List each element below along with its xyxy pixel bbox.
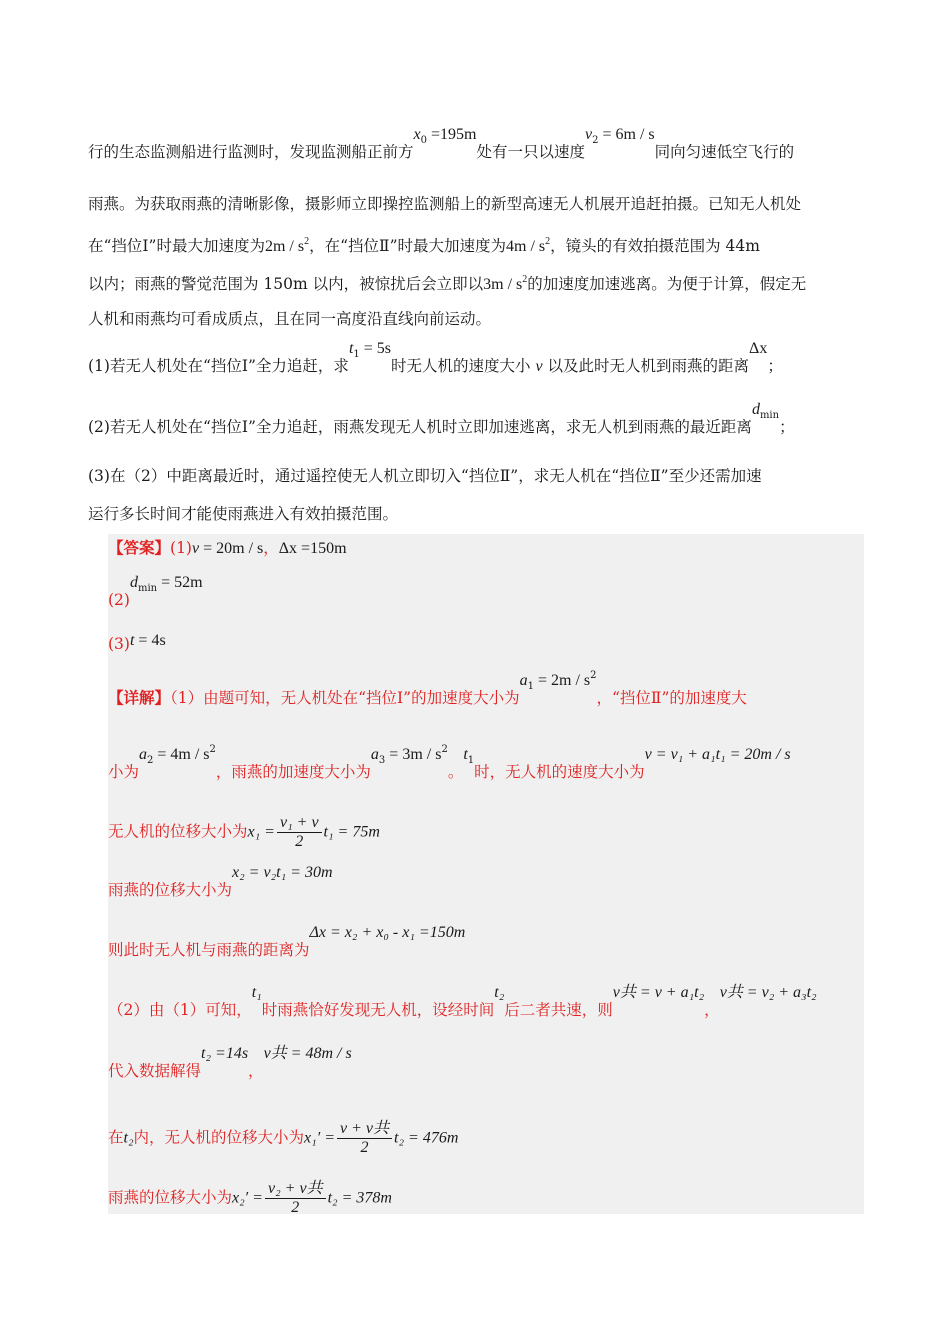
fraction: $\frac{\text{v₁ + v}}{2}$ [277, 814, 322, 851]
problem-line-2: 雨燕。为获取雨燕的清晰影像，摄影师立即操控监测船上的新型高速无人机展开追赶拍摄。已知无人机处 [88, 195, 802, 213]
fraction: $\frac{\text{v + v共}}{2}$ [337, 1120, 392, 1157]
detail-line-3: 无人机的位移大小为x₁ = $\frac{\text{v₁ + v}}{2}$ t₁ = 75m [108, 814, 380, 850]
problem-text: 行的生态监测船进行监测时，发现监测船正前方 [88, 143, 414, 161]
t1-formula: $t_1 = 5s$ [348, 340, 392, 360]
answer-dmin: $d_{min} = 52m$ [129, 574, 203, 594]
detail-line-1: 【详解】（1）由题可知，无人机处在“挡位Ⅰ”的加速度大小为$a_1 = 2m / s^2$，“挡位Ⅱ”的加速度大 [108, 684, 747, 715]
answer-panel [108, 534, 864, 1214]
fraction: $\frac{\text{v₂ + v共}}{2}$ [265, 1180, 326, 1217]
problem-line-1 [88, 126, 795, 169]
a1-value: $2m / s^2$ [264, 236, 310, 255]
question-1: (1)若无人机处在“挡位Ⅰ”全力追赶，求$t_1 = 5s$时无人机的速度大小 v 以及此时无人机到雨燕的距离Δx； [88, 340, 783, 375]
question-2: (2)若无人机处在“挡位Ⅰ”全力追赶，雨燕发现无人机时立即加速逃离，求无人机到雨燕的最近距离$d_{min}$； [88, 401, 795, 436]
dmin-symbol: $d_{min}$ [751, 401, 780, 421]
problem-line-4: 以内；雨燕的警觉范围为 150m 以内，被惊扰后会立即以$3m / s^2$的加速度加速逃离。为便于计算，假定无 [88, 274, 807, 293]
answer-line-2: $(2)d_{min} = 52m$ [108, 574, 203, 609]
problem-text: 同向匀速低空飞行的 [654, 143, 795, 161]
v2-formula: $v_2 = 6m / s$ [584, 126, 655, 146]
detail-line-5: 则此时无人机与雨燕的距离为Δx = x₂ + x₀ - x₁ =150m [108, 924, 466, 959]
question-3-line-2: 运行多长时间才能使雨燕进入有效拍摄范围。 [88, 505, 399, 523]
problem-line-5: 人机和雨燕均可看成质点，且在同一高度沿直线向前运动。 [88, 310, 492, 328]
a1-formula: $a_1 = 2m / s^2$ [519, 670, 597, 692]
detail-line-7: 代入数据解得t₂ =14s，v共 = 48m / s [108, 1045, 352, 1080]
dx-symbol: Δx [749, 340, 768, 357]
a2-value: $4m / s^2$ [506, 236, 551, 255]
answer-tag: 【答案】 [108, 538, 171, 557]
detail-line-8: 在t₂内，无人机的位移大小为x₁′ = $\frac{\text{v + v共}}{2}$ t₂ = 476m [108, 1120, 459, 1156]
detail-line-2: 小为$a_2 = 4m / s^2$，雨燕的加速度大小为$a_3 = 3m / s^2$。$t_1$时，无人机的速度大小为v = v₁ + a₁t₁ = 20m / s [108, 744, 791, 781]
detail-line-4: 雨燕的位移大小为x₂ = v₂t₁ = 30m [108, 864, 333, 899]
a3-value: $3m / s^2$ [483, 274, 528, 293]
detail-line-9: 雨燕的位移大小为x₂′ = $\frac{\text{v₂ + v共}}{2}$ t₂ = 378m [108, 1180, 392, 1216]
answer-line-3: (3)t = 4s [108, 632, 166, 653]
x0-formula: $x_0 =195m$ [413, 126, 477, 146]
detail-line-6: （2）由（1）可知，t₁时雨燕恰好发现无人机，设经时间t₂后二者共速，则v共 = v + a₁t₂，v共 = v₂ + a₃t₂ [108, 984, 817, 1019]
question-3-line-1: (3)在（2）中距离最近时，通过遥控使无人机立即切入“挡位Ⅱ”，求无人机在“挡位Ⅱ”至少还需加速 [88, 467, 762, 485]
problem-line-3: 在“挡位Ⅰ”时最大加速度为$2m / s^2$，在“挡位Ⅱ”时最大加速度为$4m / s^2$，镜头的有效拍摄范围为 44m [88, 236, 760, 255]
problem-text: 处有一只以速度 [476, 143, 585, 161]
detail-tag: 【详解】 [108, 688, 171, 707]
answer-line-1: 【答案】(1)v = 20m / s，Δx =150m [108, 538, 347, 557]
